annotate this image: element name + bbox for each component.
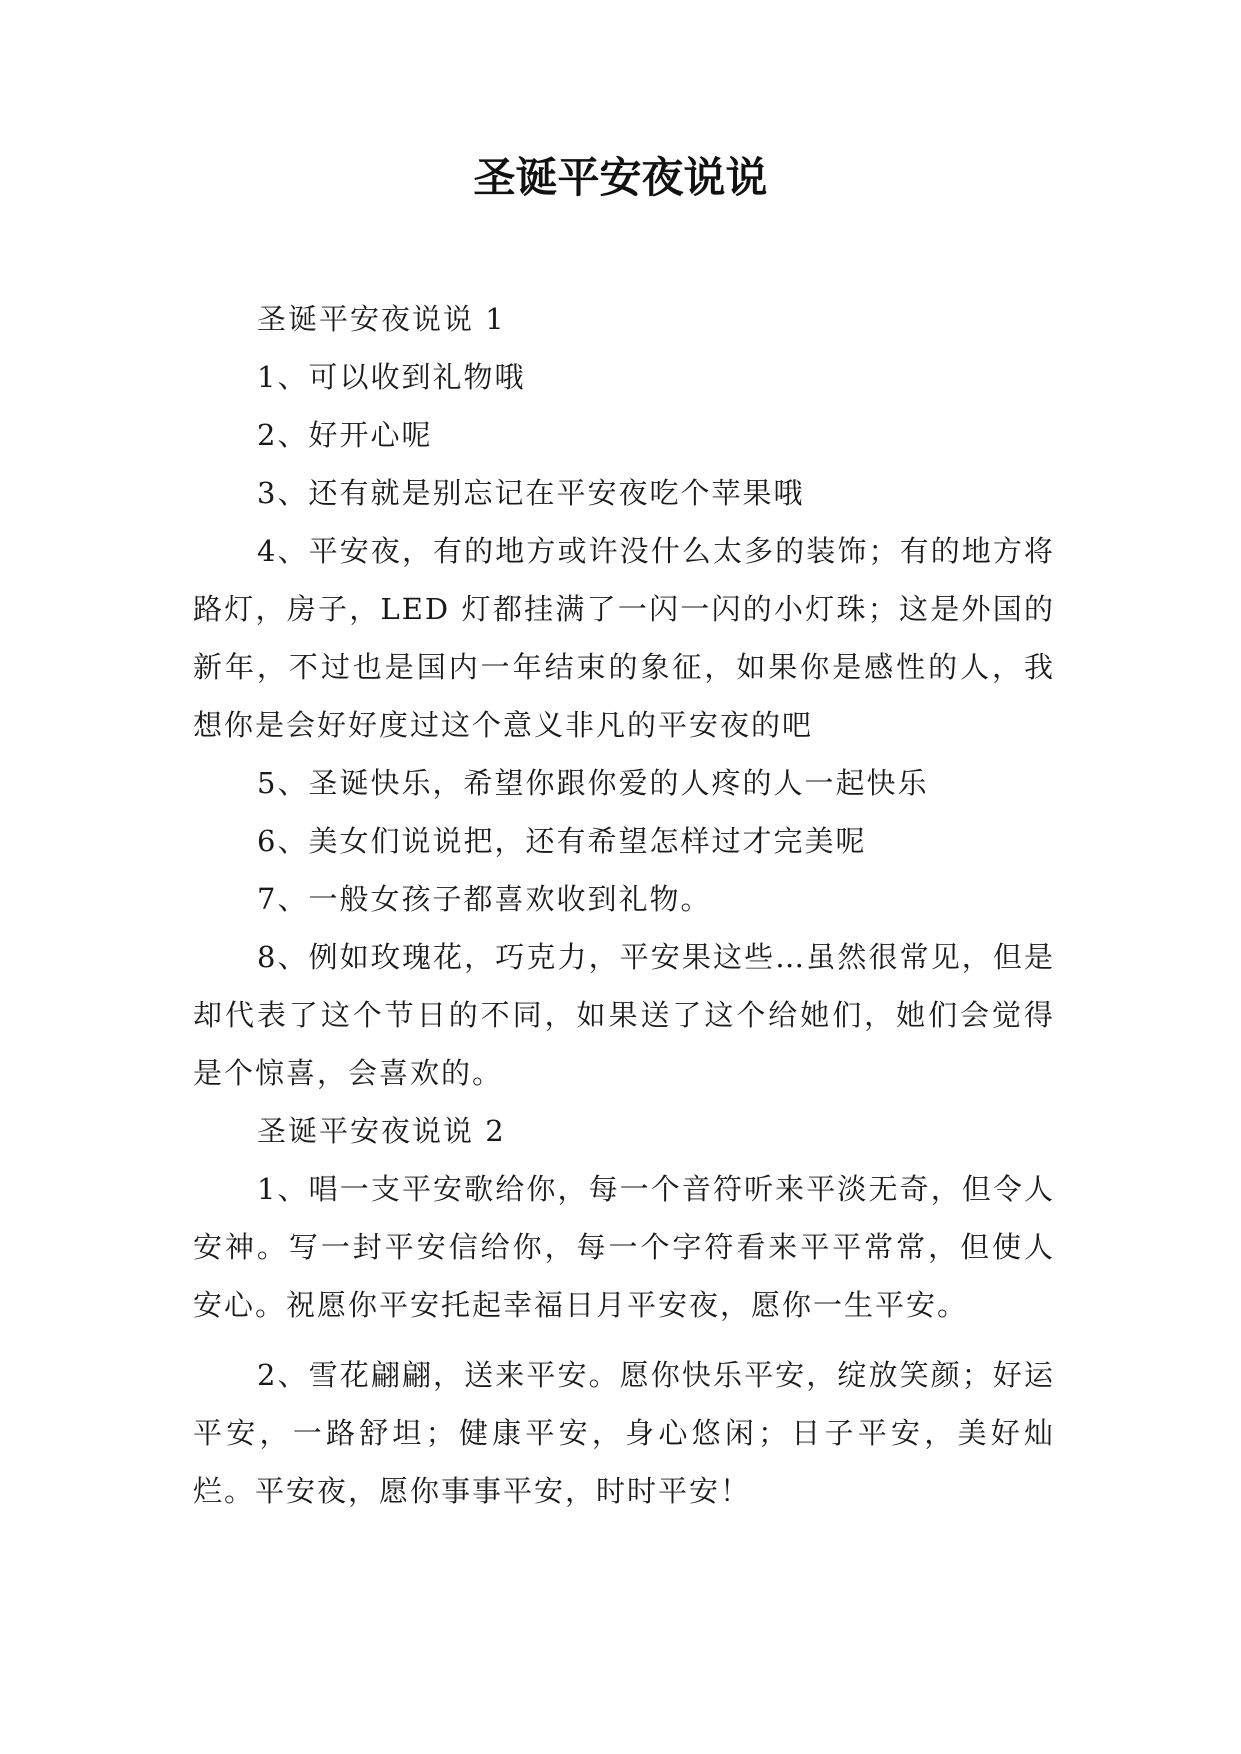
list-item: 2、好开心呢 [257,418,433,452]
list-item: 2、雪花翩翩，送来平安。愿你快乐平安，绽放笑颜；好运平安，一路舒坦；健康平安，身心悠闲；日子平安，美好灿烂。平安夜，愿你事事平安，时时平安！ [193,1358,1055,1508]
list-item: 6、美女们说说把，还有希望怎样过才完美呢 [257,824,867,858]
document-body [193,290,1055,1520]
list-item: 8、例如玫瑰花，巧克力，平安果这些…虽然很常见，但是却代表了这个节日的不同，如果送了这个给她们，她们会觉得是个惊喜，会喜欢的。 [193,940,1055,1090]
section-heading-2: 圣诞平安夜说说 2 [257,1114,506,1148]
list-item: 4、平安夜，有的地方或许没什么太多的装饰；有的地方将路灯，房子，LED 灯都挂满了一闪一闪的小灯珠；这是外国的新年，不过也是国内一年结束的象征，如果你是感性的人，我想你是会好好度过这个意义非凡的平安夜的吧 [193,534,1055,742]
list-item: 1、可以收到礼物哦 [257,360,526,394]
list-item: 3、还有就是别忘记在平安夜吃个苹果哦 [257,476,805,510]
list-item: 1、唱一支平安歌给你，每一个音符听来平淡无奇，但令人安神。写一封平安信给你，每一个字符看来平平常常，但使人安心。祝愿你平安托起幸福日月平安夜，愿你一生平安。 [193,1172,1055,1322]
section-heading-1: 圣诞平安夜说说 1 [257,302,506,336]
list-item: 7、一般女孩子都喜欢收到礼物。 [257,882,712,916]
list-item: 5、圣诞快乐，希望你跟你爱的人疼的人一起快乐 [257,766,929,800]
document-title: 圣诞平安夜说说 [473,153,768,202]
